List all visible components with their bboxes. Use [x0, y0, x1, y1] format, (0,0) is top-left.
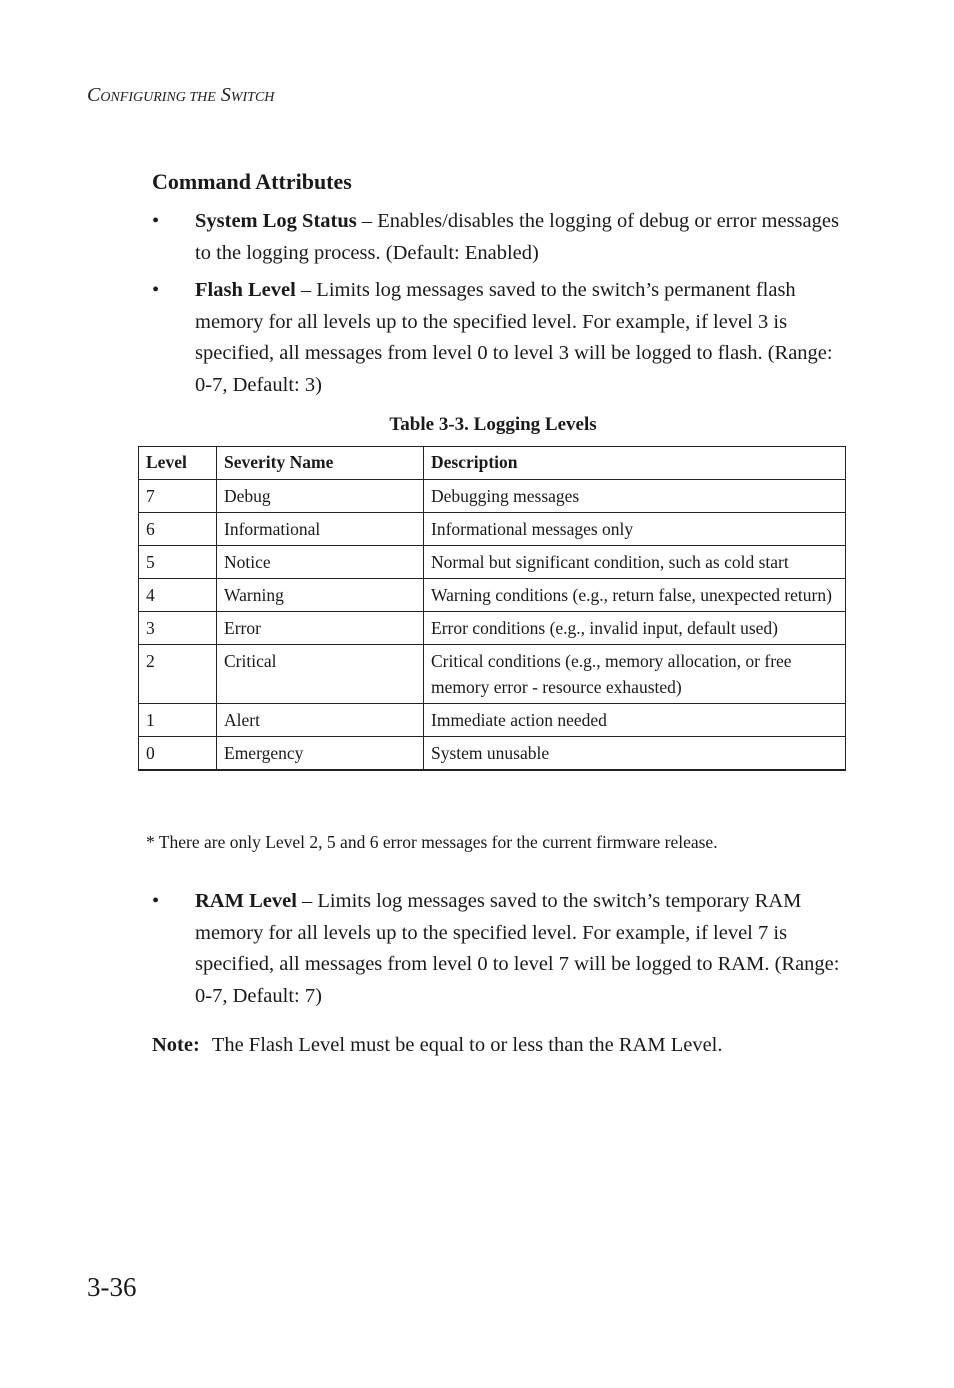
logging-levels-table [138, 446, 846, 771]
bullet-system-log-status [152, 206, 850, 269]
cell-description: Debugging messages [424, 480, 846, 513]
bullet-text: – Limits log messages saved to the switch’s temporary RAM memory for all levels up to the specified level. For example, if level 7 is specified, all messages from level 0 to level 7 will be logged to RAM. (Range: 0-7, Default: 7) [195, 890, 840, 1007]
cell-description: Warning conditions (e.g., return false, unexpected return) [424, 579, 846, 612]
table-header-row [139, 447, 846, 480]
table-row [139, 612, 846, 645]
bullet-dot: • [152, 890, 160, 912]
bullet-term: Flash Level [195, 279, 296, 301]
cell-level: 7 [139, 480, 217, 513]
cell-level: 6 [139, 513, 217, 546]
column-header-severity: Severity Name [217, 447, 424, 480]
cell-severity: Emergency [217, 737, 424, 771]
page-number: 3-36 [87, 1272, 137, 1302]
table-row [139, 546, 846, 579]
column-header-description: Description [424, 447, 846, 480]
cell-description: Error conditions (e.g., invalid input, default used) [424, 612, 846, 645]
cell-severity: Warning [217, 579, 424, 612]
bullet-dot: • [152, 210, 160, 232]
cell-description: Informational messages only [424, 513, 846, 546]
cell-level: 3 [139, 612, 217, 645]
cell-description: Critical conditions (e.g., memory allocation, or free memory error - resource exhausted) [424, 645, 846, 704]
table-row [139, 579, 846, 612]
table-row [139, 645, 846, 704]
note-label: Note: [152, 1034, 200, 1056]
cell-severity: Error [217, 612, 424, 645]
table-footnote: * There are only Level 2, 5 and 6 error messages for the current firmware release. [146, 832, 718, 852]
cell-severity: Informational [217, 513, 424, 546]
bullet-ram-level [152, 886, 850, 1012]
column-header-level: Level [139, 447, 217, 480]
cell-severity: Debug [217, 480, 424, 513]
cell-level: 1 [139, 704, 217, 737]
cell-level: 5 [139, 546, 217, 579]
cell-level: 0 [139, 737, 217, 771]
header-cap-2: S [220, 84, 231, 106]
note [152, 1034, 723, 1057]
note-text: The Flash Level must be equal to or less than the RAM Level. [211, 1034, 723, 1056]
cell-severity: Alert [217, 704, 424, 737]
bullet-term: RAM Level [195, 890, 297, 912]
bullet-text: – Limits log messages saved to the switch’s permanent flash memory for all levels up to the specified level. For example, if level 3 is specified, all messages from level 0 to level 3 will be logged to flash. (Range: 0-7, Default: 3) [195, 279, 833, 396]
bullet-dot: • [152, 279, 160, 301]
cell-severity: Notice [217, 546, 424, 579]
header-rest-2: WITCH [230, 90, 275, 105]
table-row [139, 480, 846, 513]
table-caption: Table 3-3. Logging Levels [389, 414, 597, 435]
table-row [139, 513, 846, 546]
bullet-flash-level [152, 275, 850, 401]
bullet-term: System Log Status [195, 210, 357, 232]
cell-description: Immediate action needed [424, 704, 846, 737]
cell-description: Normal but significant condition, such as cold start [424, 546, 846, 579]
table-row [139, 737, 846, 771]
running-header [87, 84, 274, 107]
cell-level: 2 [139, 645, 217, 704]
cell-description: System unusable [424, 737, 846, 771]
section-title: Command Attributes [152, 169, 352, 194]
header-rest-1: ONFIGURING THE [100, 90, 216, 105]
header-cap-1: C [87, 84, 101, 106]
cell-severity: Critical [217, 645, 424, 704]
cell-level: 4 [139, 579, 217, 612]
table-row [139, 704, 846, 737]
bullet-text: – Enables/disables the logging of debug or error messages to the logging process. (Default: Enabled) [195, 210, 839, 264]
